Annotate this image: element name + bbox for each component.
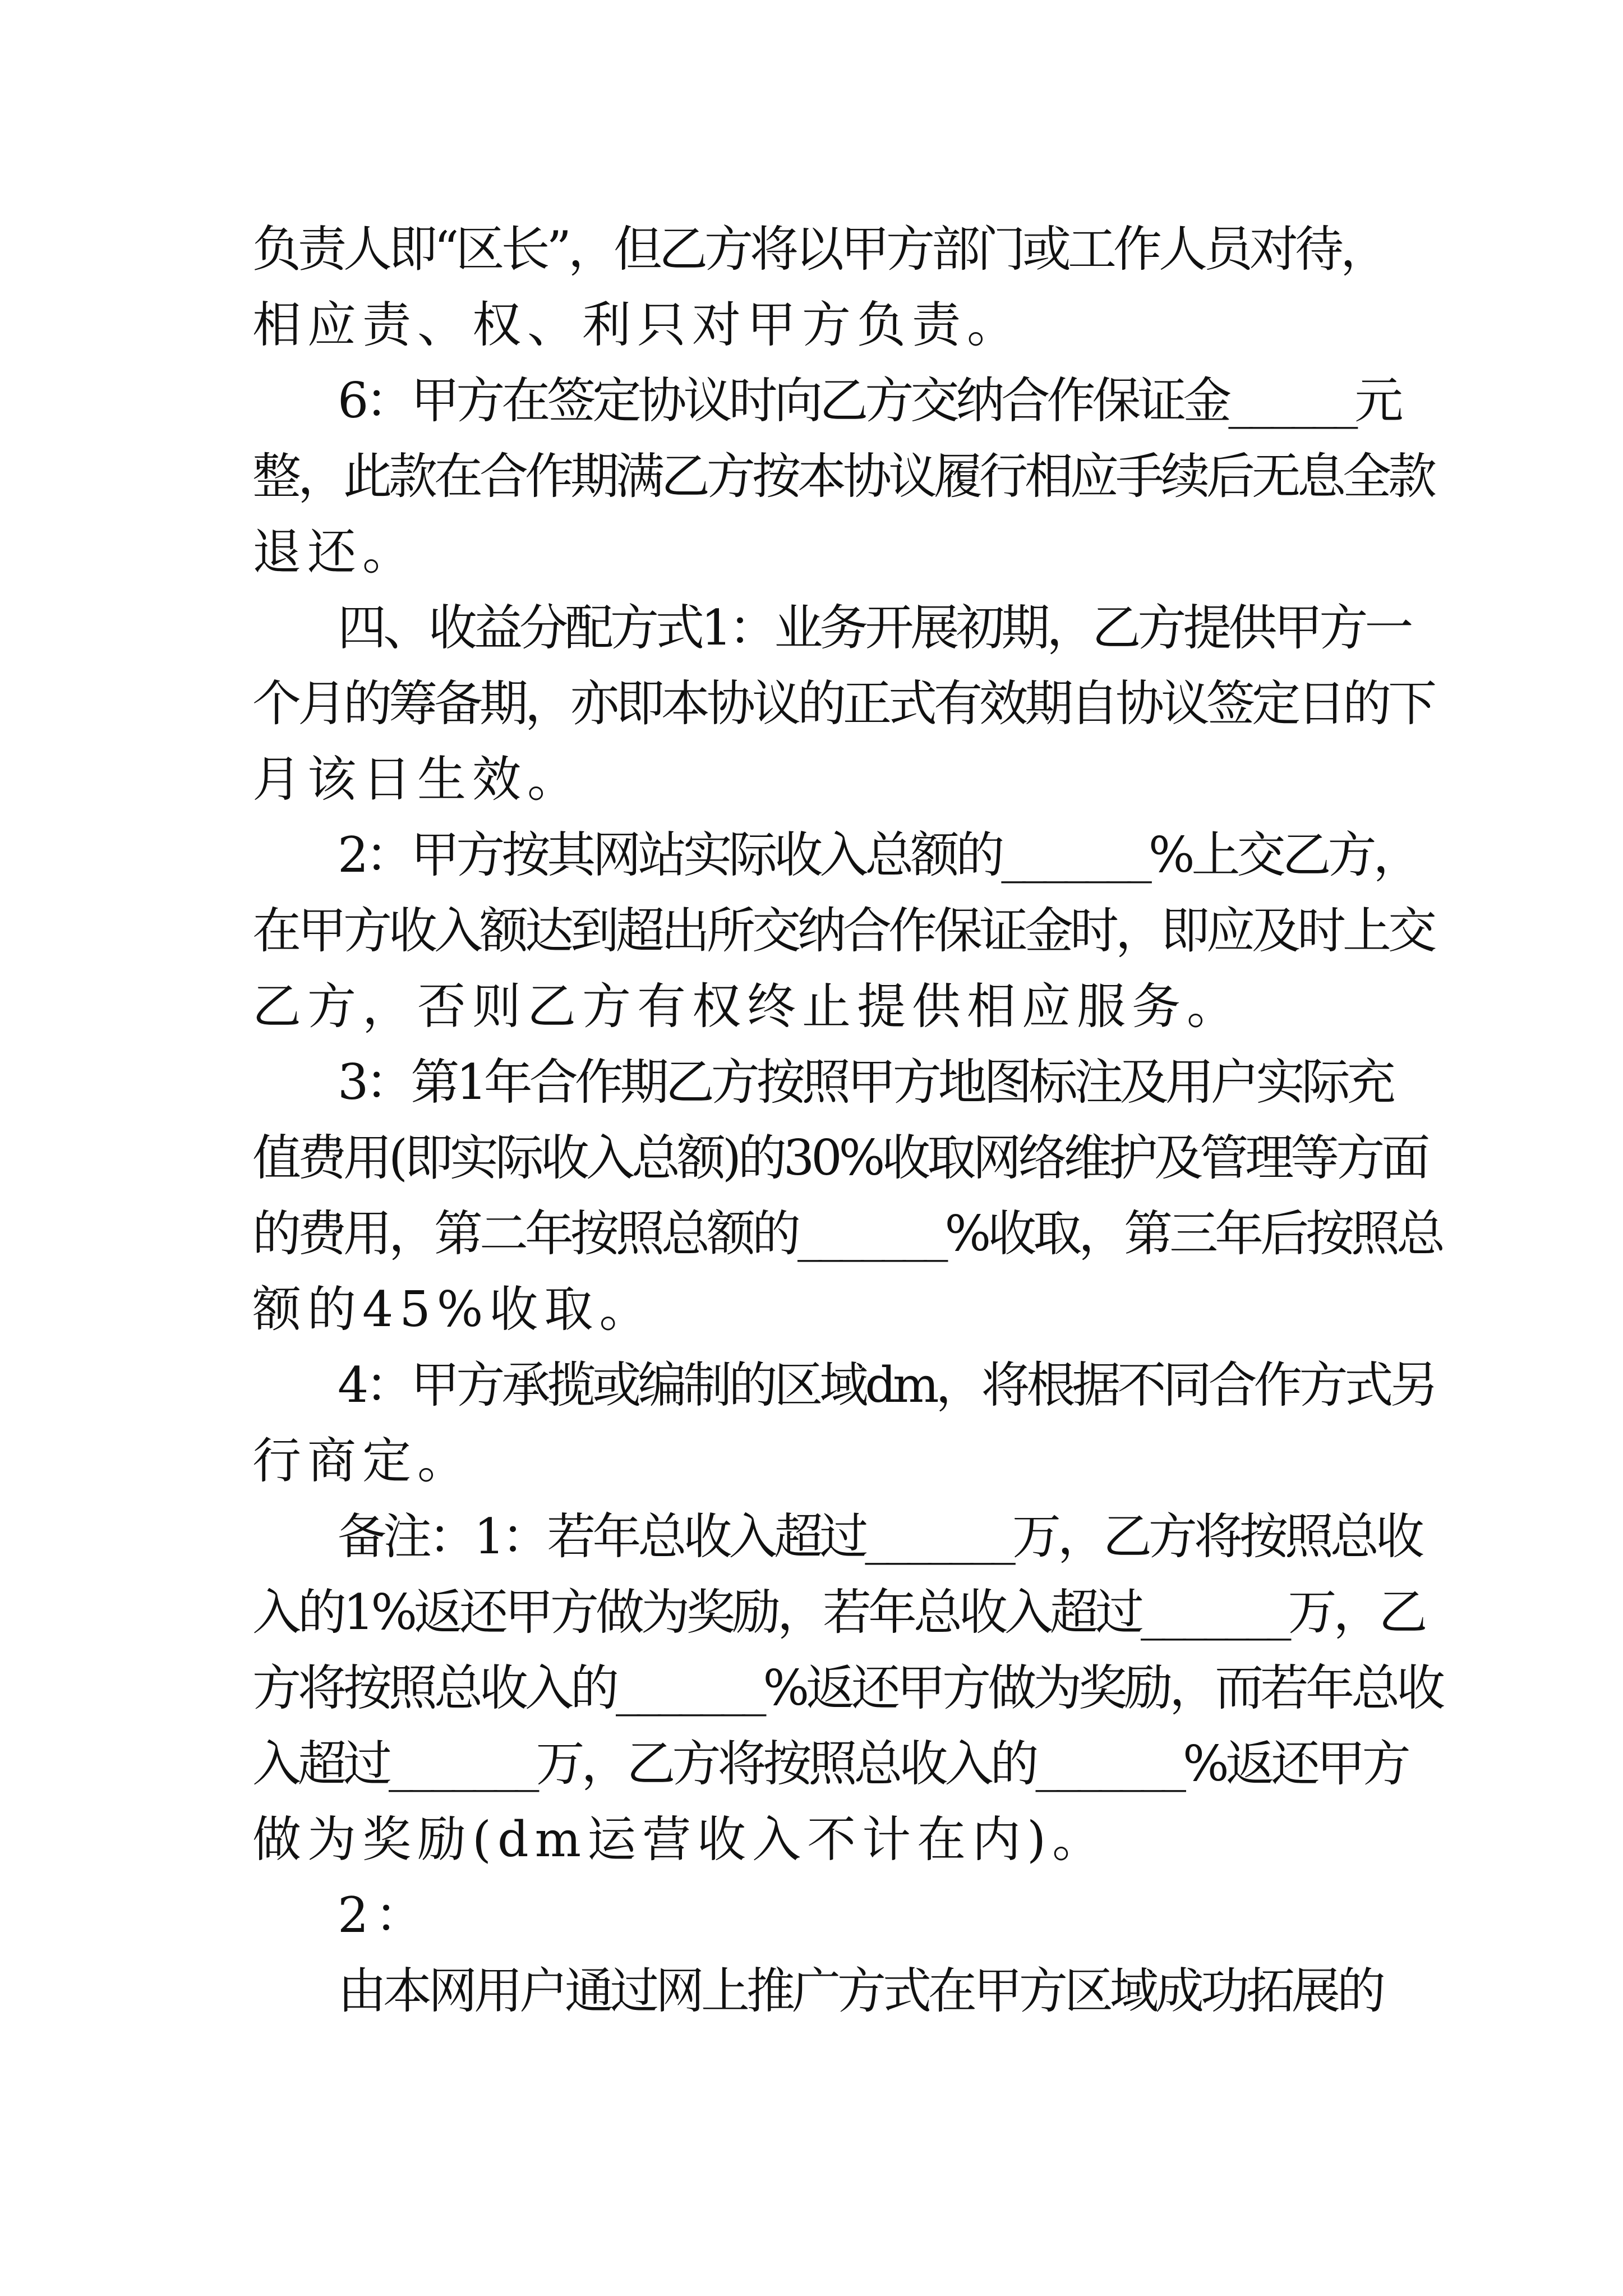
- text-line: 乙方，否则乙方有权终止提供相应服务。: [252, 978, 1242, 1035]
- text-line: 值费用(即实际收入总额)的30%收取网络维护及管理等方面: [252, 1129, 1427, 1186]
- text-line: 退还。: [252, 523, 417, 581]
- text-line: 的费用，第二年按照总额的_______%收取，第三年后按照总: [252, 1205, 1442, 1262]
- text-line: 个月的筹备期，亦即本协议的正式有效期自协议签定日的下: [252, 675, 1433, 732]
- text-line: 月该日生效。: [252, 751, 582, 808]
- text-line: 方将按照总收入的_______%返还甲方做为奖励，而若年总收: [252, 1659, 1442, 1717]
- text-line: 入超过_______万，乙方将按照总收入的_______%返还甲方: [252, 1735, 1408, 1792]
- text-line: 备注：1：若年总收入超过_______万，乙方将按照总收: [338, 1508, 1421, 1565]
- text-line: 2：: [338, 1887, 430, 1944]
- text-line: 整，此款在合作期满乙方按本协议履行相应手续后无息全款: [252, 448, 1433, 505]
- text-line: 3：第1年合作期乙方按照甲方地图标注及用户实际充: [338, 1053, 1393, 1111]
- text-line: 4：甲方承揽或编制的区域dm，将根据不同合作方式另: [338, 1356, 1436, 1414]
- text-line: 由本网用户通过网上推广方式在甲方区域成功拓展的: [338, 1962, 1382, 2019]
- text-line: 6：甲方在签定协议时向乙方交纳合作保证金______元: [338, 372, 1400, 429]
- text-line: 四、收益分配方式1：业务开展初期，乙方提供甲方一: [338, 599, 1410, 656]
- text-line: 在甲方收入额达到超出所交纳合作保证金时，即应及时上交: [252, 902, 1433, 959]
- text-line: 入的1%返还甲方做为奖励，若年总收入超过_______万，乙: [252, 1584, 1424, 1641]
- text-line: 相应责、权、利只对甲方负责。: [252, 296, 1022, 353]
- text-line: 额的45%收取。: [252, 1281, 654, 1338]
- text-line: 做为奖励(dm运营收入不计在内)。: [252, 1811, 1108, 1868]
- text-line: 行商定。: [252, 1432, 472, 1489]
- text-line: 2：甲方按其网站实际收入总额的_______%上交乙方，: [338, 826, 1419, 884]
- text-line: 负责人即“区长”，但乙方将以甲方部门或工作人员对待，: [252, 220, 1386, 278]
